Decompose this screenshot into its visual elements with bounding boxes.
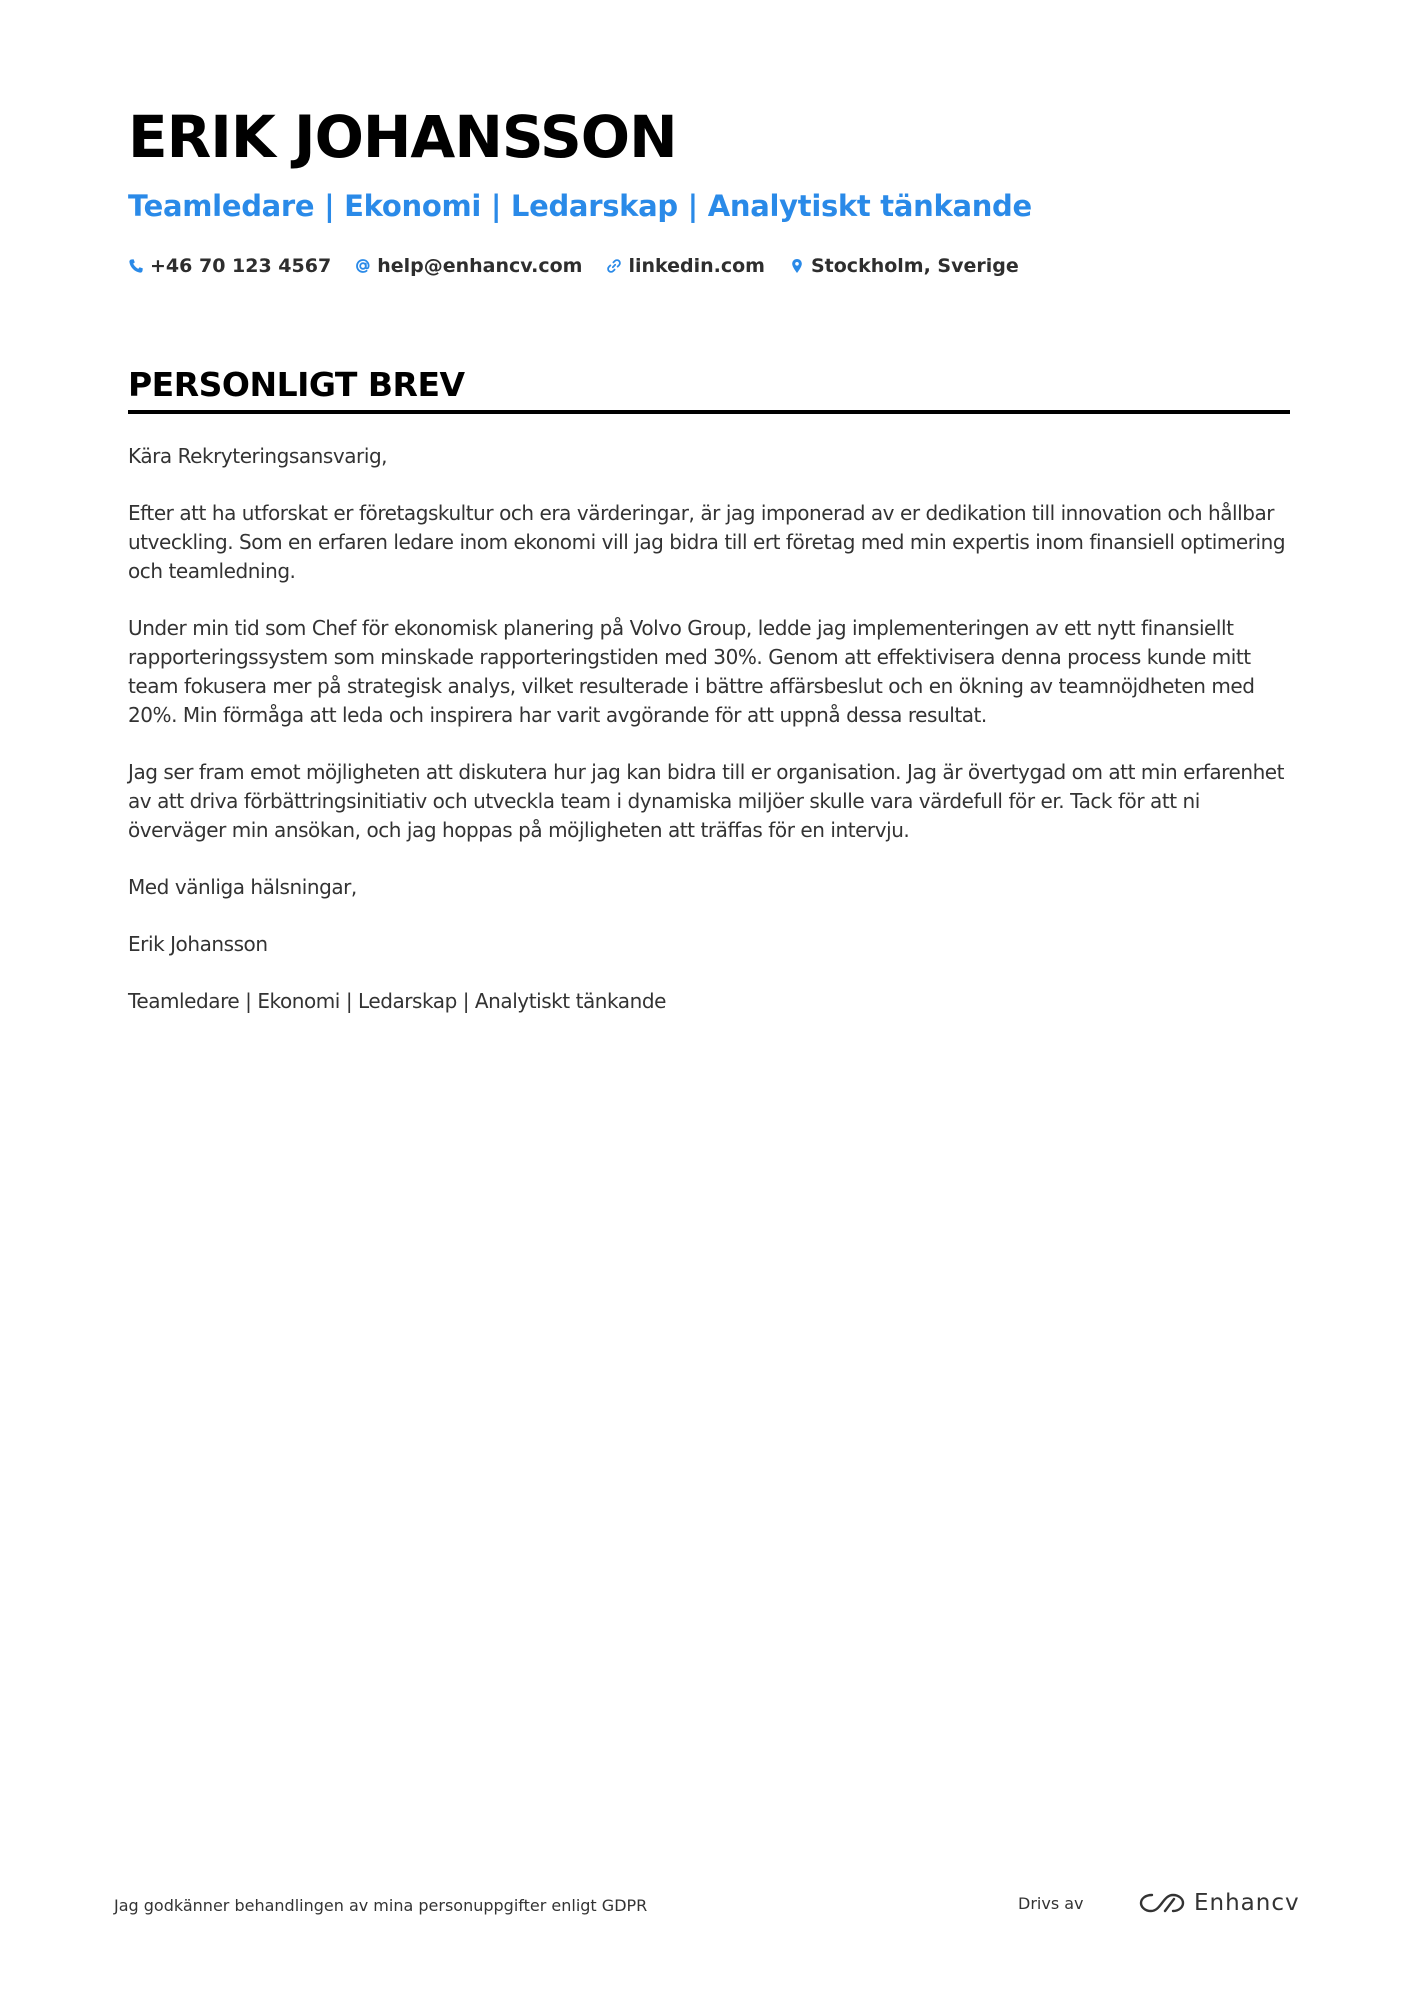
- contact-bar: [128, 255, 1019, 277]
- enhancv-logo-icon: [1138, 1890, 1186, 1916]
- letter-paragraph: Under min tid som Chef för ekonomisk planering på Volvo Group, ledde jag implementeringen av ett nytt finansiellt rapporteringssystem som minskade rapporteringstiden med 30%. Genom att effektivisera denna process kunde mitt team fokusera mer på strategisk analys, vilket resulterade i bättre affärsbeslut och en ökning av teamnöjdheten med 20%. Min förmåga att leda och inspirera har varit avgörande för att uppnå dessa resultat.: [128, 616, 1255, 727]
- link-icon: [606, 258, 622, 274]
- headline: Teamledare | Ekonomi | Ledarskap | Analytiskt tänkande: [128, 189, 1032, 223]
- enhancv-logo[interactable]: [1138, 1890, 1300, 1916]
- letter-paragraph: Efter att ha utforskat er företagskultur och era värderingar, är jag imponerad av er dedikation till innovation och hållbar utveckling. Som en erfaren ledare inom ekonomi vill jag bidra till ert företag med min expertis inom finansiell optimering och teamledning.: [128, 501, 1286, 583]
- location-pin-icon: [789, 258, 805, 274]
- enhancv-brand: Enhancv: [1194, 1890, 1300, 1916]
- location-text: Stockholm, Sverige: [810, 255, 1019, 277]
- letter-paragraph: Jag ser fram emot möjligheten att diskutera hur jag kan bidra till er organisation. Jag är övertygad om att min erfarenhet av att driva förbättringsinitiativ och utveckla team i dynamiska miljöer skulle vara värdefull för er. Tack för att ni överväger min ansökan, och jag hoppas på möjligheten att träffas för en intervju.: [128, 760, 1285, 842]
- contact-linkedin[interactable]: [606, 255, 765, 277]
- linkedin-text: linkedin.com: [628, 255, 765, 277]
- signature-title: Teamledare | Ekonomi | Ledarskap | Analytiskt tänkande: [128, 989, 666, 1013]
- powered-by-label: Drivs av: [1018, 1894, 1084, 1913]
- section-divider: [128, 410, 1290, 414]
- candidate-name: ERIK JOHANSSON: [128, 103, 677, 171]
- contact-phone: [128, 255, 331, 277]
- email-text: help@enhancv.com: [377, 255, 583, 277]
- phone-text: +46 70 123 4567: [150, 255, 332, 277]
- section-title: PERSONLIGT BREV: [128, 365, 465, 404]
- at-icon: [355, 258, 371, 274]
- contact-email[interactable]: [355, 255, 582, 277]
- signature-name: Erik Johansson: [128, 932, 268, 956]
- gdpr-consent: Jag godkänner behandlingen av mina personuppgifter enligt GDPR: [114, 1896, 648, 1915]
- letter-greeting: Kära Rekryteringsansvarig,: [128, 444, 388, 468]
- letter-body: [128, 442, 1293, 1044]
- phone-icon: [128, 258, 144, 274]
- contact-location: [789, 255, 1019, 277]
- letter-closing: Med vänliga hälsningar,: [128, 875, 357, 899]
